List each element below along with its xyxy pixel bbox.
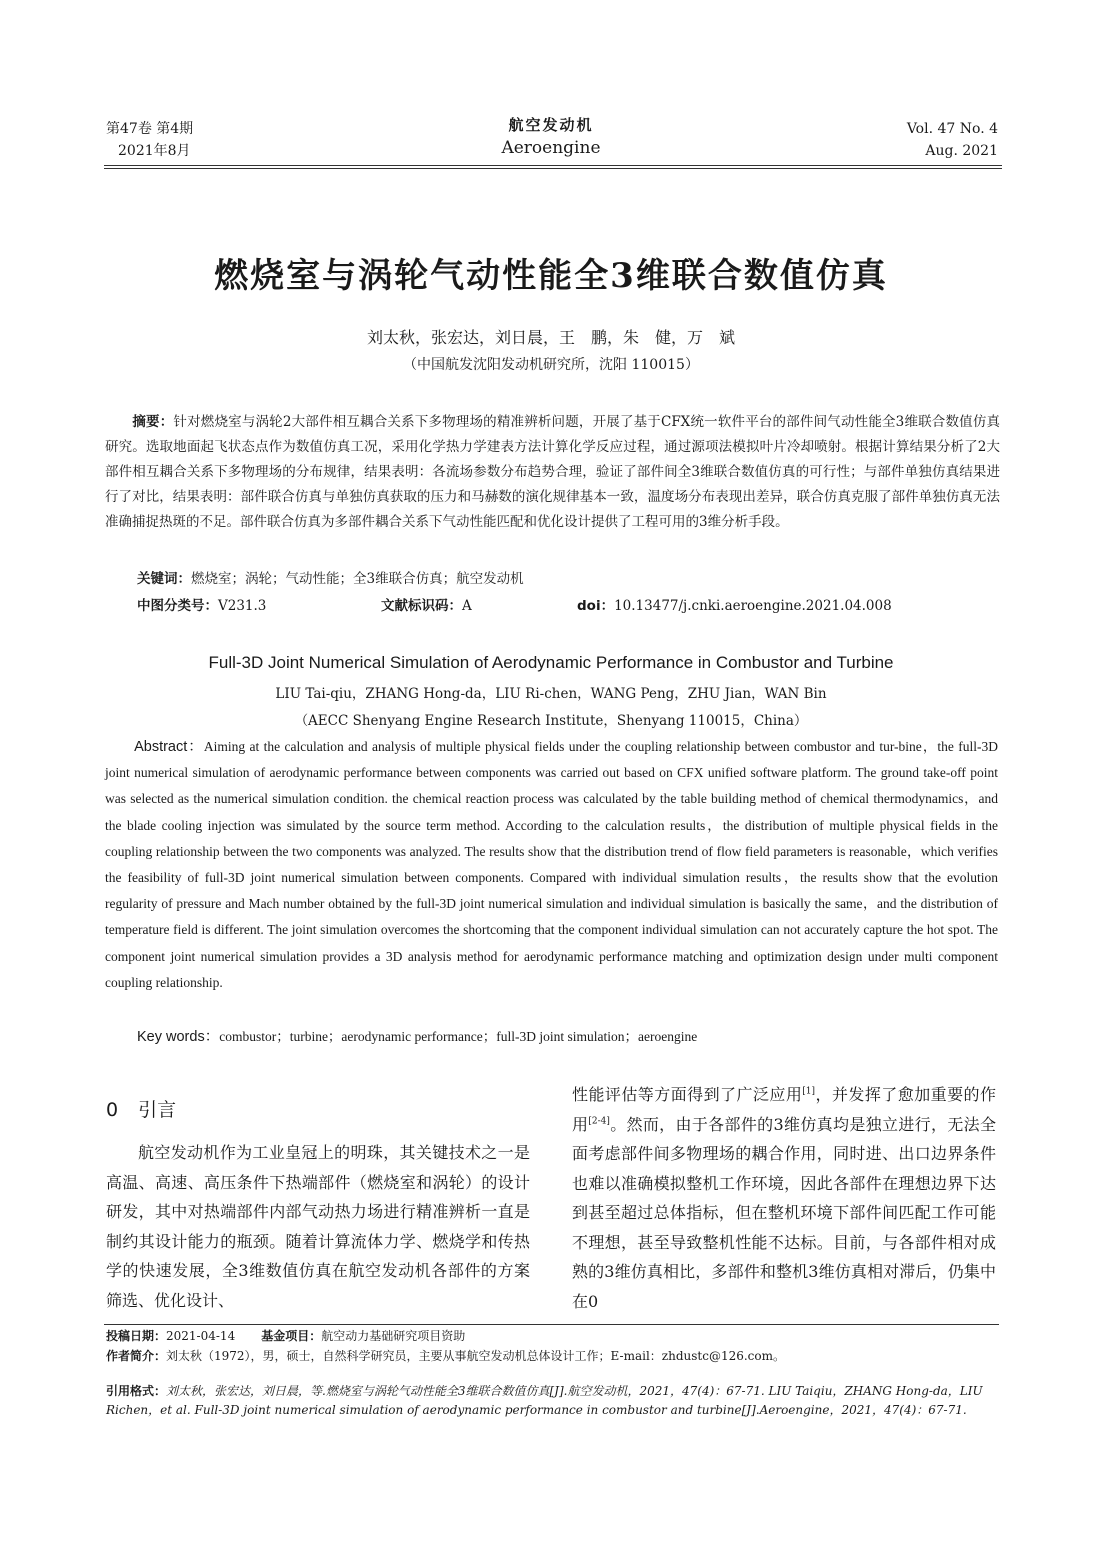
date-en: Aug. 2021	[925, 143, 998, 159]
abstract-cn-text: 针对燃烧室与涡轮2大部件相互耦合关系下多物理场的精准辨析问题，开展了基于CFX统一软件平台的部件间气动性能全3维联合数值仿真研究。选取地面起飞状态点作为数值仿真工况，采用化学热力学建表方法计算化学反应过程，通过源项法模拟叶片冷却喷射。根据计算结果分析了2大部件相互耦合关系下多物理场的分布规律，结果表明：各流场参数分布趋势合理，验证了部件间全3维联合数值仿真的可行性；与部件单独仿真结果进行了对比，结果表明：部件联合仿真与单独仿真获取的压力和马赫数的演化规律基本一致，温度场分布表现出差异，联合仿真克服了部件单独仿真无法准确捕捉热斑的不足。部件联合仿真为多部件耦合关系下气动性能匹配和优化设计提供了工程可用的3维分析手段。	[105, 414, 1001, 530]
header-rule	[104, 165, 1002, 166]
citation-ref-2-4[interactable]: [2-4]	[588, 1116, 610, 1127]
body-column-right	[572, 1080, 996, 1316]
doc-value: A	[462, 598, 472, 614]
author-bio-value: 刘太秋（1972），男，硕士，自然科学研究员，主要从事航空发动机总体设计工作；E-mail：zhdustc@126.com。	[166, 1349, 786, 1363]
keywords-cn-text: 燃烧室；涡轮；气动性能；全3维联合仿真；航空发动机	[191, 571, 524, 587]
authors-en: LIU Tai-qiu，ZHANG Hong-da，LIU Ri-chen，WANG Peng，ZHU Jian，WAN Bin	[275, 686, 827, 702]
citation-label: 引用格式：	[106, 1384, 167, 1398]
citation-ref-1[interactable]: [1]	[802, 1086, 816, 1097]
body-paragraph: 航空发动机作为工业皇冠上的明珠，其关键技术之一是高温、高速、高压条件下热端部件（燃烧室和涡轮）的设计研发，其中对热端部件内部气动热力场进行精准辨析一直是制约其设计能力的瓶颈。随着计算流体力学、燃烧学和传热学的快速发展，全3维数值仿真在航空发动机各部件的方案筛选、优化设计、	[106, 1143, 530, 1310]
body-text-c: 。然而，由于各部件的3维仿真均是独立进行，无法全面考虑部件间多物理场的耦合作用，同时进、出口边界条件也难以准确模拟整机工作环境，因此各部件在理想边界下达到甚至超过总体指标，但在整机环境下部件间匹配工作可能不理想，甚至导致整机性能不达标。目前，与各部件相对成熟的3维仿真相比，多部件和整机3维仿真相对滞后，仍集中在0	[572, 1114, 996, 1311]
clc-value: V231.3	[218, 598, 267, 614]
keywords-en	[137, 1025, 697, 1046]
paper-title-en: Full-3D Joint Numerical Simulation of Aerodynamic Performance in Combustor and Turbine	[208, 653, 894, 672]
doi-value: 10.13477/j.cnki.aeroengine.2021.04.008	[614, 598, 892, 614]
abstract-en	[105, 734, 998, 996]
date-cn: 2021年8月	[118, 143, 191, 159]
paper-title-cn: 燃烧室与涡轮气动性能全3维联合数值仿真	[214, 256, 888, 296]
body-text-a: 性能评估等方面得到了广泛应用	[572, 1085, 803, 1104]
classification-line	[137, 595, 1017, 617]
document-code	[381, 595, 472, 617]
volume-issue-cn: 第47卷 第4期	[106, 121, 194, 137]
keywords-cn	[137, 568, 524, 590]
abstract-en-text: Aiming at the calculation and analysis of multiple physical fields under the coupling relationship between combustor and tur-bine，the full-3D joint numerical simulation of aerodynamic performance between components was carried out based on CFX unified software platform. The ground take-off point was selected as the numerical simulation condition. the chemical reaction process was calculated by the table building method of chemical thermodynamics，and the blade cooling injection was simulated by the source term method. According to the calculation results，the distribution of multiple physical fields in the coupling relationship between the two components was analyzed. The results show that the distribution trend of flow field parameters is reasonable，which verifies the feasibility of full-3D joint numerical simulation between components. Compared with individual simulation results，the results show that the evolution regularity of pressure and Mach number obtained by the full-3D joint numerical simulation and individual simulation is basically the same，and the distribution of temperature field is different. The joint simulation overcomes the shortcoming that the component individual simulation can not accurately capture the hot spot. The component joint numerical simulation provides a 3D analysis method for aerodynamic performance matching and optimization design under multi component coupling relationship.	[105, 739, 999, 990]
clc-label: 中图分类号：	[137, 598, 218, 614]
body-text-b: ，并发挥了愈加重要的作用	[572, 1085, 996, 1134]
keywords-cn-label: 关键词：	[137, 571, 191, 587]
affiliation-en: （AECC Shenyang Engine Research Institute，Shenyang 110015，China）	[294, 713, 808, 729]
section-heading	[106, 1095, 176, 1122]
footnote-author-bio	[106, 1347, 785, 1365]
received-label: 投稿日期：	[106, 1329, 167, 1343]
volume-issue-en: Vol. 47 No. 4	[906, 121, 998, 137]
header-rule-secondary	[104, 168, 1002, 169]
citation-format	[106, 1382, 999, 1420]
authors-cn: 刘太秋，张宏达，刘日晨，王 鹏，朱 健，万 斌	[366, 328, 735, 347]
body-column-left	[106, 1138, 530, 1315]
fund-value: 航空动力基础研究项目资助	[321, 1329, 466, 1343]
citation-text: 刘太秋，张宏达，刘日晨，等.燃烧室与涡轮气动性能全3维联合数值仿真[J].航空发动机，2021，47(4)：67-71. LIU Taiqiu，ZHANG Hong-da，LIU Richen，et al. Full-3D joint numerical simulation of aerodynamic performance in combustor and turbine[J].Aeroengine，2021，47(4)：67-71.	[106, 1384, 983, 1417]
received-value: 2021-04-14	[166, 1329, 236, 1343]
abstract-cn-label: 摘要：	[132, 414, 174, 430]
journal-name-cn: 航空发动机	[508, 116, 594, 134]
doi	[577, 595, 892, 617]
keywords-en-text: combustor；turbine；aerodynamic performance；full-3D joint simulation；aeroengine	[219, 1029, 698, 1044]
journal-name-en: Aeroengine	[501, 138, 601, 158]
footnote-rule	[104, 1324, 999, 1325]
abstract-en-label: Abstract：	[134, 739, 204, 755]
body-paragraph-continued	[572, 1080, 996, 1316]
abstract-cn	[105, 410, 1000, 535]
affiliation-cn: （中国航发沈阳发动机研究所，沈阳 110015）	[403, 357, 699, 373]
section-title: 引言	[138, 1099, 177, 1121]
header-right	[907, 118, 998, 162]
footnote-received-fund	[106, 1327, 465, 1345]
keywords-en-label: Key words：	[137, 1029, 220, 1045]
fund-label: 基金项目：	[261, 1329, 322, 1343]
section-number: 0	[106, 1099, 119, 1121]
author-bio-label: 作者简介：	[106, 1349, 167, 1363]
clc-number	[137, 598, 266, 614]
doc-label: 文献标识码：	[381, 598, 462, 614]
doi-label: doi：	[577, 598, 615, 614]
